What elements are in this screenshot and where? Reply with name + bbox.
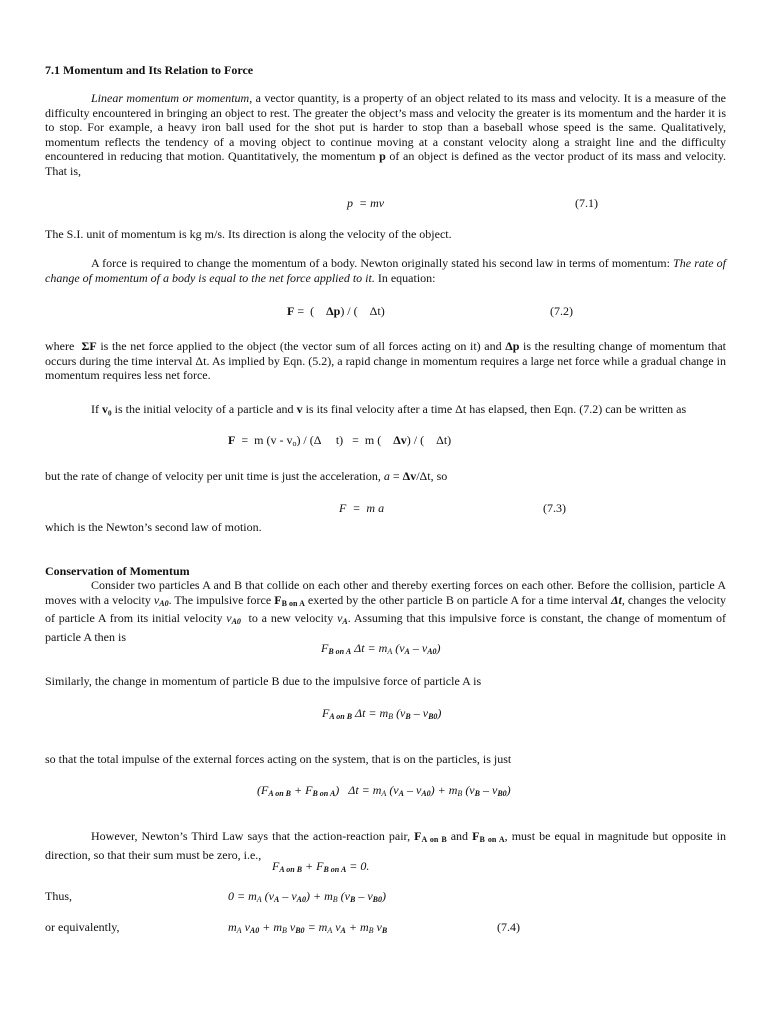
paragraph-newton-second-law: A force is required to change the momentum of a body. Newton originally stated his second law in terms of momentum: The rate of change of momentum of a body is equal to the net force applied to it. In equation: [45, 256, 726, 285]
paragraph-collision: Consider two particles A and B that collide on each other and thereby exerting forces on each other. Before the collision, particle A moves with a velocity $v_{A0}$. The impulsive force $F_{B on A}$ exerted by the other particle B on particle A for a time interval Δt, changes the velocity of particle A from its initial velocity $v_{A0}$ to a new velocity $v_A$. Assuming that this impulsive force is constant, the change of momentum of particle A then is [45, 578, 727, 644]
paragraph-momentum-definition: Linear momentum or momentum, a vector quantity, is a property of an object related to its mass and velocity. It is a measure of the difficulty encountered in bringing an object to rest. The greater the object’s mass and velocity the greater is its momentum and the harder it is to stop. For example, a heavy iron ball used for the shot put is harder to stop than a baseball whose speed is the same. Qualitatively, momentum reflects the tendency of a moving object to continue moving at a constant velocity along a straight line and the difficulty encountered in reducing that motion. Quantitatively, the momentum p of an object is defined as the vector product of its mass and velocity. That is, [45, 91, 726, 178]
equation-total-impulse: $(F_{A on B} + F_{B on A}) \Delta t = m_A$ $(v_A - v_{A0}) + m_B$ $(v_B - v_{B0})$ [257, 783, 511, 798]
equation-7-1: p = mv [347, 196, 385, 210]
paragraph-similarly: Similarly, the change in momentum of particle B due to the impulsive force of particle A is [45, 674, 482, 688]
equation-number-7-2: (7.2) [550, 304, 573, 318]
equation-momentum-change-b: $F_{A on B}$ $\Delta t = m_B$ $(v_B - v_{B0})$ [322, 706, 442, 721]
paragraph-newton-second-law-note: which is the Newton’s second law of motion. [45, 520, 262, 534]
equation-7-2: F = ( Δp) / ( Δt) [287, 304, 385, 318]
equation-zero-sum: $0 = m_A$ $(v_A - v_{A0}) + m_B$ $(v_B - v_{B0})$ [228, 889, 386, 904]
equation-number-7-3: (7.3) [543, 501, 566, 515]
label-thus: Thus, [45, 889, 72, 903]
equation-7-4: $m_A$ $v_{A0} + m_B$ $v_{B0} = m_A$ $v_A + m_B$ $v_B$ [228, 920, 388, 935]
subsection-heading: Conservation of Momentum [45, 564, 190, 578]
term-linear-momentum: Linear momentum or momentum [91, 91, 250, 105]
equation-number-7-4: (7.4) [497, 920, 520, 934]
paragraph-si-unit: The S.I. unit of momentum is kg m/s. Its direction is along the velocity of the object. [45, 227, 452, 241]
equation-7-2-expanded: F = m (v - vo) / (Δ t) = m ( Δv) / ( Δt) [228, 433, 452, 448]
equation-7-3: F = m a [339, 501, 385, 515]
paragraph-net-force: where ΣF is the net force applied to the object (the vector sum of all forces acting on it) and Δp is the resulting change of momentum that occurs during the time interval Δt. As implied by Eqn. (5.2), a rapid change in momentum requires a large net force while a gradual change in momentum requires less net force. [45, 339, 726, 383]
label-or-equivalently: or equivalently, [45, 920, 120, 934]
paragraph-third-law: However, Newton’s Third Law says that the action-reaction pair, $F_{A on B}$ and $F_{B on A}$, must be equal in magnitude but opposite in direction, so that their sum must be zero, i.e., [45, 829, 727, 862]
equation-number-7-1: (7.1) [575, 196, 598, 210]
section-heading: 7.1 Momentum and Its Relation to Force [45, 63, 254, 77]
paragraph-acceleration: but the rate of change of velocity per unit time is just the acceleration, a = Δv/Δt, so [45, 469, 448, 483]
equation-momentum-change-a: $F_{B on A}$ $\Delta t = m_A$ $(v_A - v_{A0})$ [321, 641, 441, 656]
paragraph-total-impulse: so that the total impulse of the external forces acting on the system, that is on the particles, is just [45, 752, 512, 766]
paragraph-initial-velocity: If v₀ is the initial velocity of a particle and v is its final velocity after a time Δt has elapsed, then Eqn. (7.2) can be written as [91, 402, 687, 416]
equation-action-reaction-sum: $F_{A on B} + F_{B on A} = 0$. [272, 859, 370, 874]
